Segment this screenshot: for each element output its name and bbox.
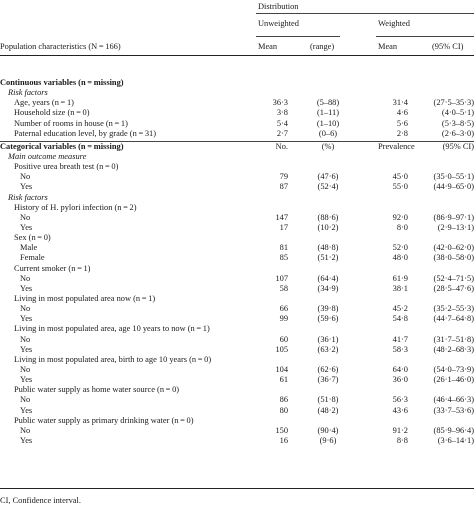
row-label: Main outcome measure bbox=[8, 151, 87, 161]
cell-c3: 31·4 bbox=[392, 98, 408, 108]
cell-c4: (28·5–47·6) bbox=[433, 283, 474, 293]
row-label: Household size (n = 0) bbox=[14, 108, 90, 118]
cell-c3: 61·9 bbox=[392, 273, 408, 283]
cell-c4: (31·7–51·8) bbox=[433, 334, 474, 344]
cell-c1: 5·4 bbox=[276, 118, 288, 128]
population-header: Population characteristics (N = 166) bbox=[0, 42, 121, 51]
row-label: No bbox=[20, 334, 31, 344]
range-header: (range) bbox=[310, 42, 335, 51]
cell-c2: (63·2) bbox=[317, 344, 339, 354]
table-row bbox=[0, 88, 474, 98]
table-row bbox=[0, 355, 474, 365]
table-row bbox=[0, 294, 474, 304]
cell-c3: 54·8 bbox=[392, 314, 408, 324]
cell-c2: (0–6) bbox=[318, 128, 338, 138]
table-row bbox=[0, 274, 474, 284]
cell-c2: (64·4) bbox=[317, 273, 339, 283]
table-row bbox=[0, 108, 474, 118]
cell-c3: 64·0 bbox=[392, 364, 408, 374]
cell-c3: 43·6 bbox=[392, 405, 408, 415]
cell-c1: 58 bbox=[279, 283, 288, 293]
footnote: CI, Confidence interval. bbox=[0, 496, 81, 505]
row-label: No bbox=[20, 172, 31, 182]
cell-c4: (95% CI) bbox=[442, 141, 474, 151]
mean-header: Mean bbox=[258, 42, 278, 51]
cell-c3: 45·0 bbox=[392, 172, 408, 182]
row-label: Yes bbox=[20, 405, 33, 415]
cell-c3: 56·3 bbox=[392, 395, 408, 405]
row-label: No bbox=[20, 304, 31, 314]
cell-c2: (%) bbox=[321, 141, 335, 151]
table-row bbox=[0, 193, 474, 203]
cell-c1: 105 bbox=[275, 344, 288, 354]
unweighted-header: Unweighted bbox=[258, 19, 299, 28]
table-row bbox=[0, 365, 474, 375]
table-row bbox=[0, 335, 474, 345]
mean-weighted-header: Mean bbox=[378, 42, 398, 51]
table-row bbox=[0, 223, 474, 233]
cell-c1: 80 bbox=[279, 405, 288, 415]
table-row bbox=[0, 406, 474, 416]
header-rule bbox=[0, 55, 474, 56]
cell-c2: (59·6) bbox=[317, 314, 339, 324]
row-label: Age, years (n = 1) bbox=[14, 98, 74, 108]
cell-c4: (35·2–55·3) bbox=[433, 304, 474, 314]
cell-c3: Prevalence bbox=[378, 141, 415, 151]
cell-c2: (5–88) bbox=[316, 98, 340, 108]
cell-c1: 3·8 bbox=[276, 108, 288, 118]
table-row bbox=[0, 203, 474, 213]
row-label: Positive urea breath test (n = 0) bbox=[14, 162, 119, 172]
cell-c1: No. bbox=[275, 141, 288, 151]
cell-c4: (27·5–35·3) bbox=[433, 98, 474, 108]
cell-c1: 107 bbox=[275, 273, 288, 283]
cell-c3: 48·0 bbox=[392, 253, 408, 263]
cell-c4: (86·9–97·1) bbox=[433, 212, 474, 222]
table-row bbox=[0, 141, 474, 152]
cell-c2: (9·6) bbox=[319, 435, 337, 445]
cell-c4: (5·3–8·5) bbox=[441, 118, 474, 128]
cell-c4: (3·6–14·1) bbox=[437, 435, 474, 445]
row-label: No bbox=[20, 425, 31, 435]
row-label: Risk factors bbox=[8, 192, 48, 202]
row-label: No bbox=[20, 395, 31, 405]
cell-c3: 36·0 bbox=[392, 375, 408, 385]
cell-c1: 79 bbox=[279, 172, 288, 182]
row-label: Living in most populated area, age 10 years to now (n = 1) bbox=[14, 324, 210, 334]
row-label: Paternal education level, by grade (n = 31) bbox=[14, 128, 157, 138]
row-label: Yes bbox=[20, 375, 33, 385]
table-row bbox=[0, 162, 474, 172]
cell-c3: 4·6 bbox=[396, 108, 408, 118]
row-label: Public water supply as home water source (n = 0) bbox=[14, 385, 180, 395]
cell-c2: (88·6) bbox=[317, 212, 339, 222]
table-row bbox=[0, 78, 474, 88]
cell-c3: 2·8 bbox=[396, 128, 408, 138]
table-row bbox=[0, 345, 474, 355]
row-label: Public water supply as primary drinking water (n = 0) bbox=[14, 415, 194, 425]
row-label: Yes bbox=[20, 344, 33, 354]
cell-c3: 5·6 bbox=[396, 118, 408, 128]
cell-c2: (39·8) bbox=[317, 304, 339, 314]
distribution-rule bbox=[256, 13, 474, 14]
cell-c1: 61 bbox=[279, 375, 288, 385]
weighted-header: Weighted bbox=[378, 19, 410, 28]
table-row bbox=[0, 416, 474, 426]
cell-c4: (38·0–58·0) bbox=[433, 253, 474, 263]
cell-c1: 85 bbox=[279, 253, 288, 263]
cell-c4: (52·4–71·5) bbox=[433, 273, 474, 283]
row-label: No bbox=[20, 364, 31, 374]
table-row bbox=[0, 284, 474, 294]
row-label: Sex (n = 0) bbox=[14, 233, 51, 243]
cell-c1: 17 bbox=[279, 222, 288, 232]
ci-header: (95% CI) bbox=[432, 42, 464, 51]
cell-c4: (44·9–65·0) bbox=[433, 182, 474, 192]
distribution-header: Distribution bbox=[258, 2, 299, 11]
cell-c3: 52·0 bbox=[392, 243, 408, 253]
cell-c1: 87 bbox=[279, 182, 288, 192]
cell-c1: 104 bbox=[275, 364, 288, 374]
cell-c1: 147 bbox=[275, 212, 288, 222]
cell-c4: (48·2–68·3) bbox=[433, 344, 474, 354]
cell-c4: (4·0–5·1) bbox=[441, 108, 474, 118]
cell-c3: 8·0 bbox=[396, 222, 408, 232]
row-label: Living in most populated area, birth to age 10 years (n = 0) bbox=[14, 354, 212, 364]
table-row bbox=[0, 264, 474, 274]
table-row bbox=[0, 436, 474, 446]
cell-c3: 41·7 bbox=[392, 334, 408, 344]
table-row bbox=[0, 385, 474, 395]
table-row bbox=[0, 213, 474, 223]
cell-c2: (10·2) bbox=[317, 222, 339, 232]
table-row bbox=[0, 314, 474, 324]
table-row bbox=[0, 253, 474, 263]
cell-c2: (48·8) bbox=[317, 243, 339, 253]
cell-c2: (1–11) bbox=[316, 108, 340, 118]
cell-c2: (90·4) bbox=[317, 425, 339, 435]
cell-c3: 92·0 bbox=[392, 212, 408, 222]
cell-c2: (36·7) bbox=[317, 375, 339, 385]
cell-c2: (51·8) bbox=[317, 395, 339, 405]
cell-c1: 36·3 bbox=[272, 98, 288, 108]
table-row bbox=[0, 182, 474, 192]
cell-c1: 150 bbox=[275, 425, 288, 435]
table-row bbox=[0, 426, 474, 436]
table-row bbox=[0, 119, 474, 129]
table-row bbox=[0, 375, 474, 385]
row-label: Number of rooms in house (n = 1) bbox=[14, 118, 128, 128]
row-label: Current smoker (n = 1) bbox=[14, 263, 91, 273]
table-row bbox=[0, 395, 474, 405]
cell-c3: 38·1 bbox=[392, 283, 408, 293]
row-label: Female bbox=[20, 253, 45, 263]
weighted-rule bbox=[376, 36, 474, 37]
row-label: No bbox=[20, 273, 31, 283]
table-row bbox=[0, 324, 474, 334]
row-label: Yes bbox=[20, 283, 33, 293]
cell-c3: 8·8 bbox=[396, 435, 408, 445]
cell-c4: (46·4–66·3) bbox=[433, 395, 474, 405]
cell-c2: (52·4) bbox=[317, 182, 339, 192]
row-label: Male bbox=[20, 243, 38, 253]
table-row bbox=[0, 233, 474, 243]
cell-c2: (51·2) bbox=[317, 253, 339, 263]
row-label: No bbox=[20, 212, 31, 222]
cell-c3: 45·2 bbox=[392, 304, 408, 314]
cell-c4: (44·7–64·8) bbox=[433, 314, 474, 324]
cell-c4: (33·7–53·6) bbox=[433, 405, 474, 415]
cell-c2: (36·1) bbox=[317, 334, 339, 344]
cell-c3: 91·2 bbox=[392, 425, 408, 435]
table-row bbox=[0, 98, 474, 108]
cell-c1: 99 bbox=[279, 314, 288, 324]
cell-c4: (42·0–62·0) bbox=[433, 243, 474, 253]
cell-c2: (34·9) bbox=[317, 283, 339, 293]
unweighted-rule bbox=[256, 36, 340, 37]
cell-c3: 55·0 bbox=[392, 182, 408, 192]
cell-c1: 81 bbox=[279, 243, 288, 253]
row-label: Yes bbox=[20, 435, 33, 445]
cell-c2: (48·2) bbox=[317, 405, 339, 415]
row-label: Risk factors bbox=[8, 88, 48, 98]
cell-c1: 16 bbox=[279, 435, 288, 445]
table-row bbox=[0, 243, 474, 253]
table-body bbox=[0, 78, 474, 446]
cell-c4: (2·6–3·0) bbox=[441, 128, 474, 138]
cell-c2: (47·6) bbox=[317, 172, 339, 182]
cell-c4: (26·1–46·0) bbox=[433, 375, 474, 385]
cell-c4: (85·9–96·4) bbox=[433, 425, 474, 435]
cell-c4: (54·0–73·9) bbox=[433, 364, 474, 374]
cell-c2: (1–10) bbox=[316, 118, 340, 128]
cell-c4: (35·0–55·1) bbox=[433, 172, 474, 182]
table-row bbox=[0, 304, 474, 314]
row-label: Yes bbox=[20, 182, 33, 192]
cell-c2: (62·6) bbox=[317, 364, 339, 374]
row-label: Categorical variables (n = missing) bbox=[0, 141, 124, 151]
cell-c1: 86 bbox=[279, 395, 288, 405]
row-label: Living in most populated area now (n = 1) bbox=[14, 293, 156, 303]
cell-c1: 60 bbox=[279, 334, 288, 344]
cell-c1: 2·7 bbox=[276, 128, 288, 138]
row-label: Yes bbox=[20, 314, 33, 324]
cell-c4: (2·9–13·1) bbox=[437, 222, 474, 232]
bottom-rule bbox=[0, 488, 474, 489]
row-label: Yes bbox=[20, 222, 33, 232]
table-row bbox=[0, 172, 474, 182]
cell-c3: 58·3 bbox=[392, 344, 408, 354]
cell-c1: 66 bbox=[279, 304, 288, 314]
table-row bbox=[0, 129, 474, 139]
row-label: Continuous variables (n = missing) bbox=[0, 78, 124, 87]
table-row bbox=[0, 152, 474, 162]
row-label: History of H. pylori infection (n = 2) bbox=[14, 202, 137, 212]
